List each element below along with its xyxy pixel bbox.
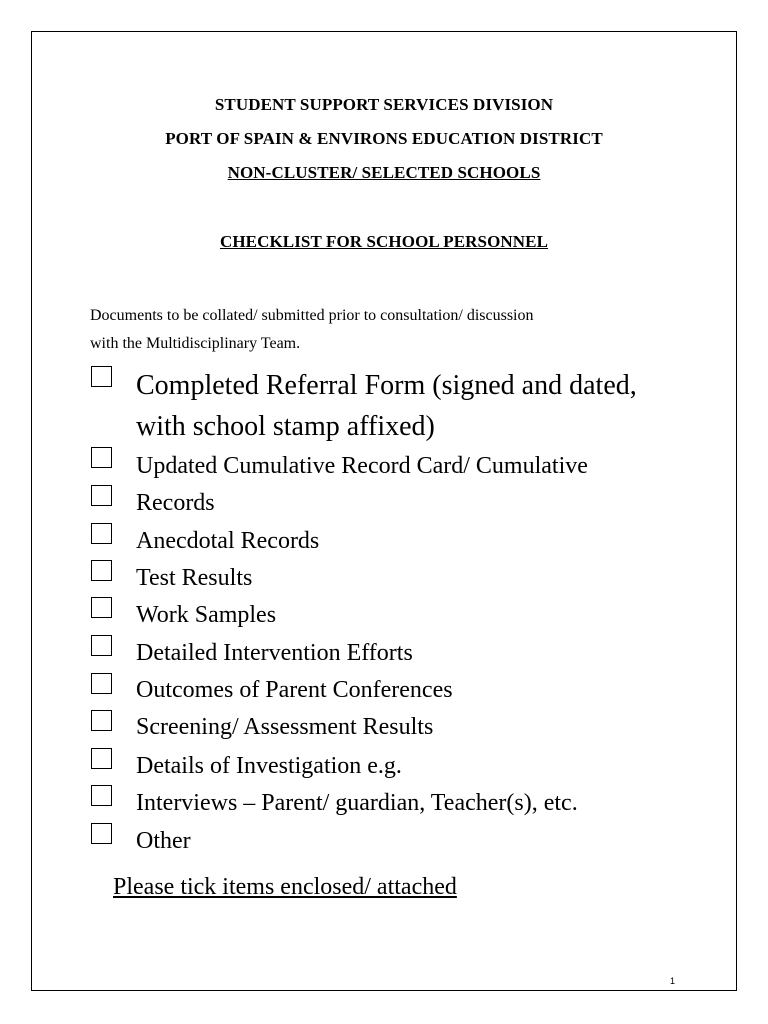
tick-instruction-note: Please tick items enclosed/ attached	[113, 874, 457, 900]
division-heading-text: STUDENT SUPPORT SERVICES DIVISION	[214, 95, 554, 114]
district-heading	[0, 129, 768, 149]
checkbox-intervention-efforts[interactable]	[91, 635, 112, 656]
checkbox-other[interactable]	[91, 823, 112, 844]
item-label-records: Records	[136, 490, 215, 516]
document-title	[0, 232, 768, 252]
item-label-work-samples: Work Samples	[136, 602, 277, 628]
item-label-screening-results: Screening/ Assessment Results	[136, 714, 434, 740]
item-label-intervention-efforts: Detailed Intervention Efforts	[136, 640, 413, 666]
item-label-referral-form-line-1: Completed Referral Form (signed and dated,	[136, 370, 637, 401]
checkbox-parent-conferences[interactable]	[91, 673, 112, 694]
item-label-referral-form-line-2: with school stamp affixed)	[136, 411, 435, 442]
intro-line-1: Documents to be collated/ submitted prior to consultation/ discussion	[90, 307, 534, 324]
document-title-text: CHECKLIST FOR SCHOOL PERSONNEL	[219, 232, 549, 251]
checkbox-interviews[interactable]	[91, 785, 112, 806]
intro-paragraph	[90, 302, 690, 358]
checkbox-records[interactable]	[91, 485, 112, 506]
checkbox-referral-form[interactable]	[91, 366, 112, 387]
item-label-investigation-details: Details of Investigation e.g.	[136, 753, 402, 779]
schools-heading	[0, 163, 768, 183]
checkbox-anecdotal-records[interactable]	[91, 523, 112, 544]
item-label-interviews: Interviews – Parent/ guardian, Teacher(s), etc.	[136, 790, 578, 816]
item-label-cumulative-record-card: Updated Cumulative Record Card/ Cumulative	[136, 453, 588, 479]
item-label-test-results: Test Results	[136, 565, 253, 591]
checkbox-work-samples[interactable]	[91, 597, 112, 618]
district-heading-text: PORT OF SPAIN & ENVIRONS EDUCATION DISTRICT	[165, 129, 603, 148]
division-heading	[0, 95, 768, 115]
item-label-parent-conferences: Outcomes of Parent Conferences	[136, 677, 453, 703]
page-number: 1	[670, 976, 676, 986]
item-label-other: Other	[136, 828, 191, 854]
checkbox-cumulative-record-card[interactable]	[91, 447, 112, 468]
schools-heading-text: NON-CLUSTER/ SELECTED SCHOOLS	[227, 163, 541, 182]
checkbox-screening-results[interactable]	[91, 710, 112, 731]
item-label-anecdotal-records: Anecdotal Records	[136, 528, 320, 554]
intro-line-2: with the Multidisciplinary Team.	[90, 335, 301, 352]
checkbox-investigation-details[interactable]	[91, 748, 112, 769]
checkbox-test-results[interactable]	[91, 560, 112, 581]
